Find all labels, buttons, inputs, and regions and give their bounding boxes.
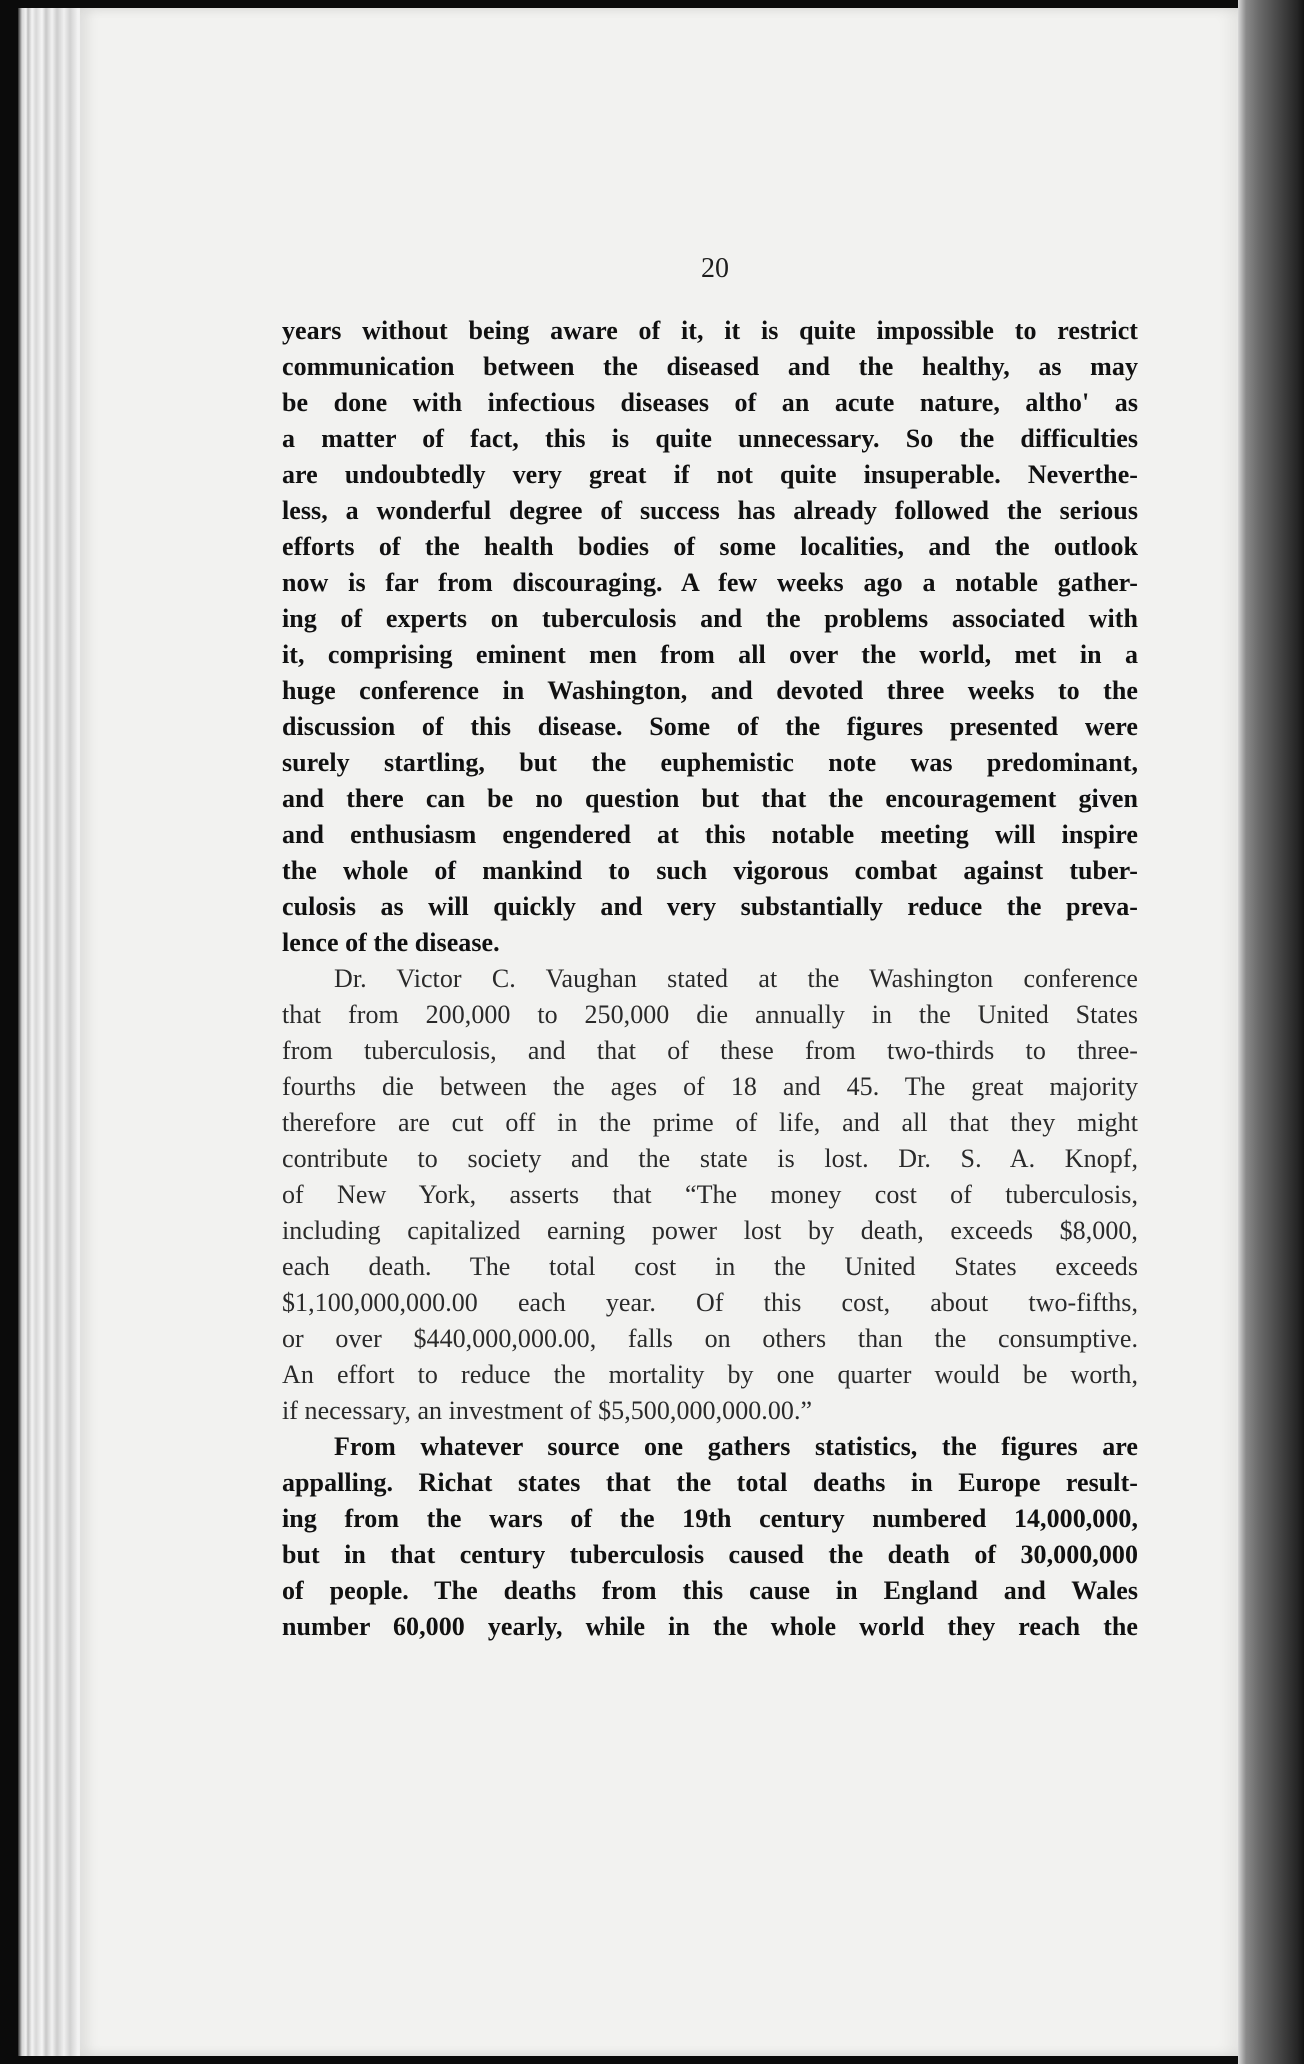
text-line: culosis as will quickly and very substantially reduce the preva-	[282, 892, 1138, 921]
text-line: lence of the disease.	[282, 928, 500, 957]
text-line: that from 200,000 to 250,000 die annually in the United States	[282, 1000, 1138, 1029]
text-line: years without being aware of it, it is quite impossible to restrict	[282, 316, 1138, 345]
paragraph-3	[282, 1429, 1138, 1645]
text-line: fourths die between the ages of 18 and 45. The great majority	[282, 1072, 1138, 1101]
page-body-text	[282, 313, 1138, 1645]
text-line: are undoubtedly very great if not quite insuperable. Neverthe-	[282, 460, 1138, 489]
text-line: of people. The deaths from this cause in England and Wales	[282, 1576, 1138, 1605]
text-line: it, comprising eminent men from all over the world, met in a	[282, 640, 1138, 669]
text-line: the whole of mankind to such vigorous combat against tuber-	[282, 856, 1138, 885]
text-line: $1,100,000,000.00 each year. Of this cost, about two-fifths,	[282, 1288, 1138, 1317]
text-line: ing of experts on tuberculosis and the problems associated with	[282, 604, 1138, 633]
text-line: contribute to society and the state is lost. Dr. S. A. Knopf,	[282, 1144, 1138, 1173]
text-line: or over $440,000,000.00, falls on others than the consumptive.	[282, 1324, 1138, 1353]
text-line: therefore are cut off in the prime of life, and all that they might	[282, 1108, 1138, 1137]
text-line: Dr. Victor C. Vaughan stated at the Washington conference	[334, 964, 1138, 993]
paragraph-2	[282, 961, 1138, 1429]
text-line: less, a wonderful degree of success has already followed the serious	[282, 496, 1138, 525]
text-line: ing from the wars of the 19th century numbered 14,000,000,	[282, 1504, 1138, 1533]
text-line: and enthusiasm engendered at this notable meeting will inspire	[282, 820, 1138, 849]
paragraph-1	[282, 313, 1138, 961]
text-line: huge conference in Washington, and devoted three weeks to the	[282, 676, 1138, 705]
text-line: From whatever source one gathers statistics, the figures are	[334, 1432, 1138, 1461]
text-line: An effort to reduce the mortality by one quarter would be worth,	[282, 1360, 1138, 1389]
text-line: communication between the diseased and the healthy, as may	[282, 352, 1138, 381]
text-line: now is far from discouraging. A few weeks ago a notable gather-	[282, 568, 1138, 597]
text-line: a matter of fact, this is quite unnecessary. So the difficulties	[282, 424, 1138, 453]
page-number: 20	[701, 253, 729, 284]
text-line: from tuberculosis, and that of these from two-thirds to three-	[282, 1036, 1138, 1065]
book-gutter-shadow	[1238, 0, 1304, 2064]
text-line: number 60,000 yearly, while in the whole world they reach the	[282, 1612, 1138, 1641]
text-line: discussion of this disease. Some of the figures presented were	[282, 712, 1138, 741]
text-line: of New York, asserts that “The money cost of tuberculosis,	[282, 1180, 1138, 1209]
text-line: each death. The total cost in the United States exceeds	[282, 1252, 1138, 1281]
text-line: but in that century tuberculosis caused the death of 30,000,000	[282, 1540, 1138, 1569]
text-line: and there can be no question but that the encouragement given	[282, 784, 1138, 813]
text-line: be done with infectious diseases of an acute nature, altho' as	[282, 388, 1138, 417]
text-line: surely startling, but the euphemistic note was predominant,	[282, 748, 1138, 777]
text-line: including capitalized earning power lost by death, exceeds $8,000,	[282, 1216, 1138, 1245]
text-line: if necessary, an investment of $5,500,000,000.00.”	[282, 1396, 813, 1425]
text-line: efforts of the health bodies of some localities, and the outlook	[282, 532, 1138, 561]
text-line: appalling. Richat states that the total deaths in Europe result-	[282, 1468, 1138, 1497]
